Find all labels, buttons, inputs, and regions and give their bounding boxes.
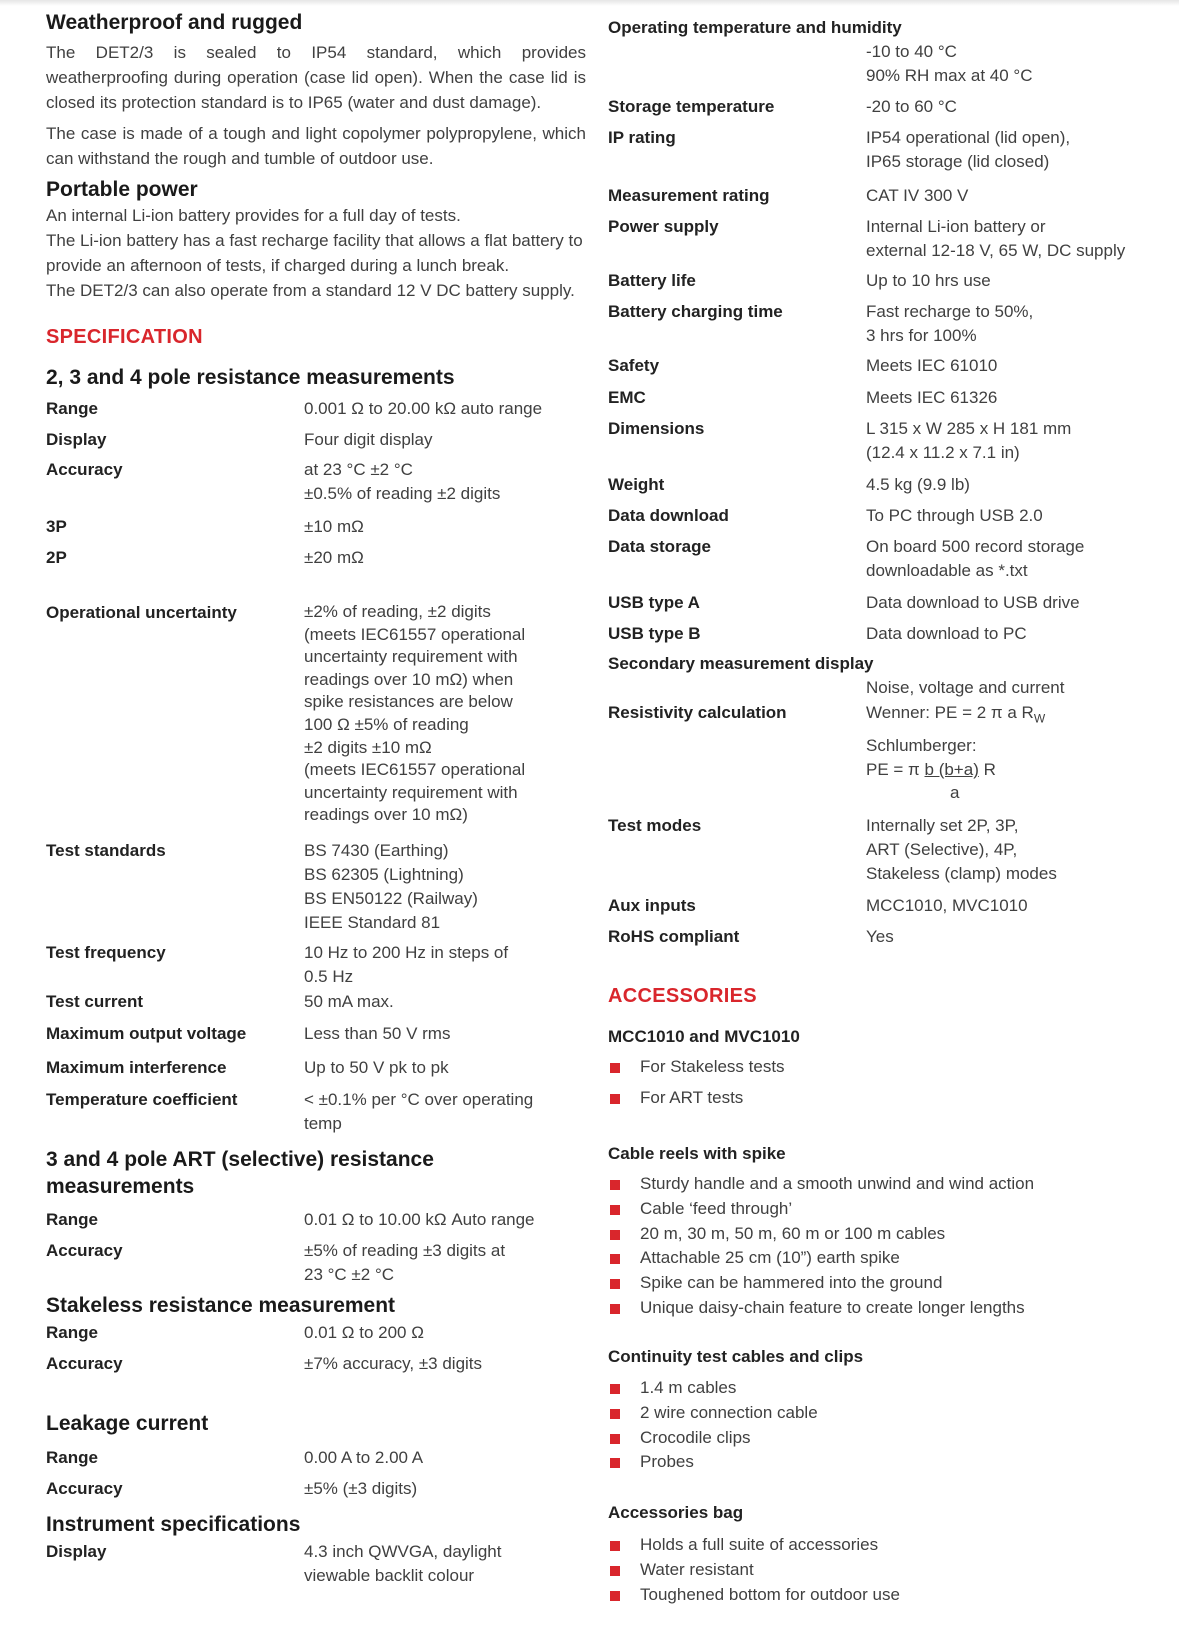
spec-value: ±2% of reading, ±2 digits (meets IEC61557 operational uncertainty requirement with readings over 10 mΩ) when spike resistances are below 100 Ω ±5% of reading ±2 digits ±10 mΩ (meets IEC61557 operational uncertainty requirement with readings over 10 mΩ) [304, 602, 526, 825]
spec-value: To PC through USB 2.0 [866, 506, 1043, 525]
spec-value: ±10 mΩ [304, 517, 364, 536]
list-item [608, 1271, 1168, 1296]
spec-value: 10 Hz to 200 Hz in steps of 0.5 Hz [304, 943, 509, 986]
list-item [608, 1172, 1168, 1197]
bullet-icon [610, 1458, 620, 1468]
wenner-text: Wenner: PE = 2 π a R [866, 703, 1034, 722]
spec-label: Accuracy [46, 1354, 123, 1373]
list-item-text: For ART tests [640, 1087, 744, 1107]
list-item-text: 20 m, 30 m, 50 m, 60 m or 100 m cables [640, 1223, 946, 1243]
spec-value: L 315 x W 285 x H 181 mm (12.4 x 11.2 x 7.1 in) [866, 419, 1072, 462]
list-item [608, 1296, 1168, 1321]
spec-value: -20 to 60 °C [866, 97, 957, 116]
wenner-subscript: W [1033, 711, 1046, 726]
spec-value: 0.01 Ω to 200 Ω [304, 1323, 424, 1342]
spec-value: Data download to USB drive [866, 593, 1080, 612]
spec-label: Maximum interference [46, 1058, 227, 1077]
spec-label: Test current [46, 992, 143, 1011]
list-item [608, 1222, 1168, 1247]
specification-heading: SPECIFICATION [46, 326, 203, 348]
list-item [608, 1533, 1168, 1558]
spec-label: RoHS compliant [608, 927, 740, 946]
list-item [608, 1197, 1168, 1222]
weatherproof-title: Weatherproof and rugged [46, 11, 303, 34]
bullet-icon [610, 1304, 620, 1314]
spec-label: Weight [608, 475, 665, 494]
weatherproof-section [46, 9, 586, 171]
spec-label: USB type B [608, 624, 701, 643]
spec-value: IP54 operational (lid open), IP65 storage (lid closed) [866, 128, 1071, 171]
spec-label: Test frequency [46, 943, 166, 962]
bullet-icon [610, 1409, 620, 1419]
spec-label: Accuracy [46, 1241, 123, 1260]
schl-prefix: PE = π [866, 760, 925, 779]
list-item-text: Water resistant [640, 1559, 754, 1579]
bullet-icon [610, 1434, 620, 1444]
spec-value: 50 mA max. [304, 992, 394, 1011]
spec-label: Maximum output voltage [46, 1024, 247, 1043]
bullet-icon [610, 1384, 620, 1394]
spec-value: Meets IEC 61010 [866, 356, 998, 375]
spec-label: Test modes [608, 816, 702, 835]
weatherproof-para-1: The DET2/3 is sealed to IP54 standard, which provides weatherproofing during operation (case lid open). When the case lid is closed its protection standard is to IP65 (water and dust damage). [46, 43, 586, 112]
bullet-icon [610, 1591, 620, 1601]
schlumberger-formula [866, 758, 1166, 782]
list-item [608, 1583, 1168, 1608]
bullet-icon [610, 1180, 620, 1190]
list-item-text: Probes [640, 1452, 694, 1472]
list-item-text: Toughened bottom for outdoor use [640, 1584, 900, 1604]
spec-value: ±5% (±3 digits) [304, 1479, 418, 1498]
accessory-list [608, 1533, 1168, 1607]
portable-section [46, 176, 586, 303]
bullet-icon [610, 1566, 620, 1576]
list-item [608, 1426, 1168, 1451]
spec-value: MCC1010, MVC1010 [866, 896, 1028, 915]
spec-value: BS 7430 (Earthing) BS 62305 (Lightning) BS EN50122 (Railway) IEEE Standard 81 [304, 841, 478, 932]
accessory-group-title: Continuity test cables and clips [608, 1347, 864, 1366]
list-item [608, 1376, 1168, 1401]
spec-value: Four digit display [304, 430, 433, 449]
instrument-section-title: Instrument specifications [46, 1513, 301, 1536]
accessories-heading: ACCESSORIES [608, 985, 757, 1007]
spec-value: Internal Li-ion battery or external 12-18 V, 65 W, DC supply [866, 217, 1126, 260]
accessory-group-title: Cable reels with spike [608, 1144, 786, 1163]
spec-value: Fast recharge to 50%, 3 hrs for 100% [866, 302, 1034, 345]
secondary-display-label: Secondary measurement display [608, 654, 874, 673]
wenner-formula [866, 701, 1166, 730]
operating-temp-label: Operating temperature and humidity [608, 18, 902, 37]
spec-value: Data download to PC [866, 624, 1027, 643]
spec-value: Less than 50 V rms [304, 1024, 451, 1043]
spec-label: Range [46, 1448, 98, 1467]
spec-label: USB type A [608, 593, 700, 612]
list-item-text: Sturdy handle and a smooth unwind and wind action [640, 1174, 1035, 1193]
pole-section-title: 2, 3 and 4 pole resistance measurements [46, 366, 455, 389]
list-item-text: 1.4 m cables [640, 1378, 737, 1397]
list-item-text: 2 wire connection cable [640, 1402, 818, 1422]
spec-label: Battery life [608, 271, 696, 290]
list-item-text: Spike can be hammered into the ground [640, 1273, 943, 1293]
spec-label: Accuracy [46, 460, 123, 479]
spec-label: IP rating [608, 128, 676, 147]
accessory-list [608, 1055, 1168, 1111]
spec-label: Accuracy [46, 1479, 123, 1498]
spec-value: Up to 10 hrs use [866, 271, 991, 290]
bullet-icon [610, 1230, 620, 1240]
stakeless-section-title: Stakeless resistance measurement [46, 1294, 396, 1317]
list-item-text: Cable ‘feed through’ [640, 1198, 793, 1218]
bullet-icon [610, 1279, 620, 1289]
spec-label: Measurement rating [608, 186, 770, 205]
spec-label: Data download [608, 506, 729, 525]
accessory-list [608, 1172, 1168, 1321]
bullet-icon [610, 1541, 620, 1551]
spec-label: Dimensions [608, 419, 705, 438]
schl-numerator: b (b+a) [924, 760, 979, 779]
spec-value: < ±0.1% per °C over operating temp [304, 1090, 534, 1133]
list-item-text: Attachable 25 cm (10”) earth spike [640, 1248, 900, 1268]
spec-label: Storage temperature [608, 97, 775, 116]
accessory-list [608, 1376, 1168, 1475]
list-item-text: Holds a full suite of accessories [640, 1535, 879, 1554]
list-item [608, 1558, 1168, 1583]
bullet-icon [610, 1254, 620, 1264]
spec-label: Safety [608, 356, 660, 375]
accessory-group-title: MCC1010 and MVC1010 [608, 1027, 800, 1046]
schl-suffix: R [978, 760, 996, 779]
spec-value: at 23 °C ±2 °C ±0.5% of reading ±2 digits [304, 460, 501, 503]
art-section-title: 3 and 4 pole ART (selective) resistance measurements [46, 1148, 434, 1198]
top-shadow [0, 0, 1179, 6]
spec-label: Battery charging time [608, 302, 783, 321]
list-item [608, 1401, 1168, 1426]
list-item [608, 1055, 1168, 1080]
spec-value: ±7% accuracy, ±3 digits [304, 1354, 483, 1373]
list-item-text: Crocodile clips [640, 1427, 751, 1447]
spec-value: Up to 50 V pk to pk [304, 1058, 449, 1077]
schlumberger-title: Schlumberger: [866, 736, 977, 755]
spec-label: Data storage [608, 537, 711, 556]
resistivity-label: Resistivity calculation [608, 703, 787, 722]
spec-label: Operational uncertainty [46, 603, 237, 622]
portable-para-3: The DET2/3 can also operate from a standard 12 V DC battery supply. [46, 281, 575, 300]
spec-value: 0.01 Ω to 10.00 kΩ Auto range [304, 1210, 535, 1229]
spec-value: 0.001 Ω to 20.00 kΩ auto range [304, 399, 543, 418]
spec-value: Internally set 2P, 3P, ART (Selective), 4P, Stakeless (clamp) modes [866, 816, 1057, 883]
accessory-group-title: Accessories bag [608, 1503, 744, 1522]
spec-value: ±5% of reading ±3 digits at 23 °C ±2 °C [304, 1241, 506, 1284]
weatherproof-para-2: The case is made of a tough and light copolymer polypropylene, which can withstand the rough and tumble of outdoor use. [46, 124, 586, 168]
spec-label: Display [46, 1542, 107, 1561]
bullet-icon [610, 1094, 620, 1104]
schl-denominator: a [950, 783, 960, 802]
spec-label: Range [46, 1323, 98, 1342]
spec-label: Test standards [46, 841, 166, 860]
spec-value: 4.3 inch QWVGA, daylight viewable backlit colour [304, 1542, 502, 1585]
spec-value: Meets IEC 61326 [866, 388, 998, 407]
spec-label: 2P [46, 548, 67, 567]
spec-label: Range [46, 399, 98, 418]
list-item-text: Unique daisy-chain feature to create longer lengths [640, 1297, 1025, 1317]
bullet-icon [610, 1063, 620, 1073]
spec-label: EMC [608, 388, 646, 407]
secondary-display-value: Noise, voltage and current [866, 678, 1065, 697]
spec-label: Aux inputs [608, 896, 696, 915]
spec-label: Temperature coefficient [46, 1090, 238, 1109]
list-item [608, 1086, 1168, 1111]
spec-value: On board 500 record storage downloadable as *.txt [866, 537, 1085, 580]
spec-label: Display [46, 430, 107, 449]
spec-value: 4.5 kg (9.9 lb) [866, 475, 970, 494]
list-item [608, 1450, 1168, 1475]
spec-label: Power supply [608, 217, 719, 236]
portable-para-1: An internal Li-ion battery provides for a full day of tests. [46, 206, 461, 225]
spec-label: 3P [46, 517, 67, 536]
leakage-section-title: Leakage current [46, 1412, 209, 1435]
list-item-text: For Stakeless tests [640, 1057, 785, 1076]
spec-label: Range [46, 1210, 98, 1229]
spec-value: ±20 mΩ [304, 548, 364, 567]
spec-value: Yes [866, 927, 894, 946]
spec-value: 0.00 A to 2.00 A [304, 1448, 424, 1467]
portable-title: Portable power [46, 178, 198, 201]
list-item [608, 1246, 1168, 1271]
operating-temp-value: -10 to 40 °C 90% RH max at 40 °C [866, 42, 1033, 85]
portable-para-2: The Li-ion battery has a fast recharge facility that allows a flat battery to provide an afternoon of tests, if charged during a lunch break. [46, 231, 583, 275]
spec-value: CAT IV 300 V [866, 186, 969, 205]
bullet-icon [610, 1205, 620, 1215]
